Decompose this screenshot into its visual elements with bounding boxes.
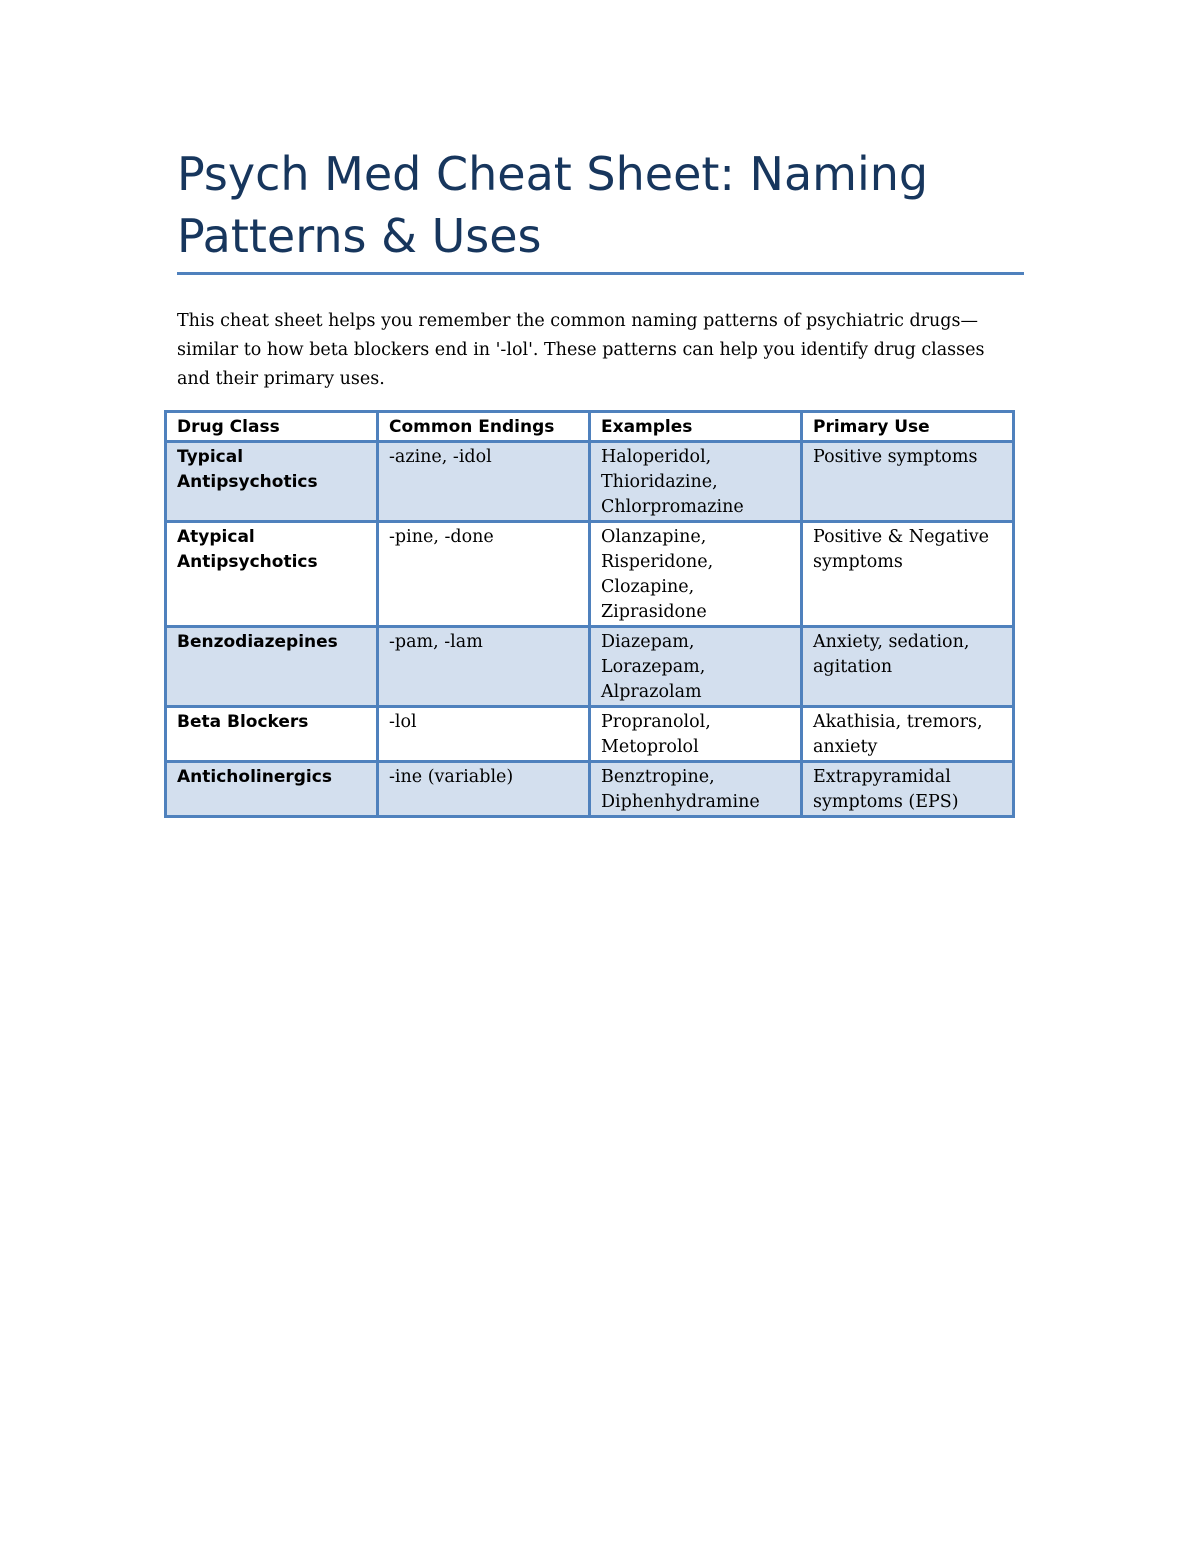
examples-cell bbox=[590, 762, 802, 817]
drug-class-cell bbox=[166, 707, 378, 762]
cell-line: Typical bbox=[177, 447, 244, 467]
endings-cell bbox=[378, 762, 590, 817]
examples-cell bbox=[590, 442, 802, 522]
cell-line: Positive & Negative bbox=[813, 527, 989, 547]
table-row bbox=[166, 762, 1014, 817]
cell-line: Alprazolam bbox=[601, 682, 702, 702]
header-primary-use: Primary Use bbox=[802, 412, 1014, 442]
cell-line: Clozapine, bbox=[601, 577, 695, 597]
drug-class-table bbox=[164, 410, 1015, 818]
cell-line: Ziprasidone bbox=[601, 602, 707, 622]
examples-cell bbox=[590, 522, 802, 627]
page-title-line-1: Psych Med Cheat Sheet: Naming bbox=[177, 147, 929, 201]
cell-line: Olanzapine, bbox=[601, 527, 707, 547]
primary-use-cell bbox=[802, 627, 1014, 707]
cell-line: Anxiety, sedation, bbox=[813, 632, 970, 652]
cell-line: Benztropine, bbox=[601, 767, 715, 787]
title-divider bbox=[177, 272, 1024, 275]
drug-class-cell bbox=[166, 627, 378, 707]
cell-line: Propranolol, bbox=[601, 712, 711, 732]
cell-line: Benzodiazepines bbox=[177, 632, 338, 652]
header-examples: Examples bbox=[590, 412, 802, 442]
cell-line: Beta Blockers bbox=[177, 712, 309, 732]
cell-line: Antipsychotics bbox=[177, 552, 318, 572]
intro-paragraph bbox=[177, 307, 1027, 394]
intro-line-2: similar to how beta blockers end in '-lol'. These patterns can help you identify drug classes bbox=[177, 340, 985, 360]
cell-line: Diazepam, bbox=[601, 632, 695, 652]
cell-line: Atypical bbox=[177, 527, 255, 547]
intro-line-1: This cheat sheet helps you remember the common naming patterns of psychiatric drugs— bbox=[177, 311, 978, 331]
table-row bbox=[166, 522, 1014, 627]
cell-line: Diphenhydramine bbox=[601, 792, 760, 812]
page-title-line-2: Patterns & Uses bbox=[177, 209, 542, 263]
endings-cell bbox=[378, 707, 590, 762]
page-title bbox=[177, 143, 1023, 267]
cell-line: anxiety bbox=[813, 737, 878, 757]
cell-line: Lorazepam, bbox=[601, 657, 706, 677]
endings-cell bbox=[378, 442, 590, 522]
cell-line: -pam, -lam bbox=[389, 632, 483, 652]
cell-line: Akathisia, tremors, bbox=[813, 712, 983, 732]
endings-cell bbox=[378, 627, 590, 707]
cell-line: -ine (variable) bbox=[389, 767, 514, 787]
drug-class-cell bbox=[166, 762, 378, 817]
cell-line: Positive symptoms bbox=[813, 447, 978, 467]
cell-line: -azine, -idol bbox=[389, 447, 492, 467]
drug-class-cell bbox=[166, 522, 378, 627]
cell-line: Chlorpromazine bbox=[601, 497, 744, 517]
table-row bbox=[166, 627, 1014, 707]
cell-line: Thioridazine, bbox=[601, 472, 718, 492]
table-header-row bbox=[166, 412, 1014, 442]
cell-line: Risperidone, bbox=[601, 552, 714, 572]
cell-line: Antipsychotics bbox=[177, 472, 318, 492]
examples-cell bbox=[590, 707, 802, 762]
cell-line: symptoms bbox=[813, 552, 903, 572]
header-common-endings: Common Endings bbox=[378, 412, 590, 442]
cell-line: Anticholinergics bbox=[177, 767, 332, 787]
primary-use-cell bbox=[802, 522, 1014, 627]
primary-use-cell bbox=[802, 762, 1014, 817]
table-row bbox=[166, 707, 1014, 762]
cell-line: Metoprolol bbox=[601, 737, 699, 757]
primary-use-cell bbox=[802, 442, 1014, 522]
drug-class-cell bbox=[166, 442, 378, 522]
cell-line: Haloperidol, bbox=[601, 447, 712, 467]
primary-use-cell bbox=[802, 707, 1014, 762]
cell-line: symptoms (EPS) bbox=[813, 792, 959, 812]
cell-line: Extrapyramidal bbox=[813, 767, 951, 787]
header-drug-class: Drug Class bbox=[166, 412, 378, 442]
table-row bbox=[166, 442, 1014, 522]
cell-line: -lol bbox=[389, 712, 417, 732]
endings-cell bbox=[378, 522, 590, 627]
examples-cell bbox=[590, 627, 802, 707]
cell-line: agitation bbox=[813, 657, 893, 677]
intro-line-3: and their primary uses. bbox=[177, 369, 385, 389]
cell-line: -pine, -done bbox=[389, 527, 494, 547]
